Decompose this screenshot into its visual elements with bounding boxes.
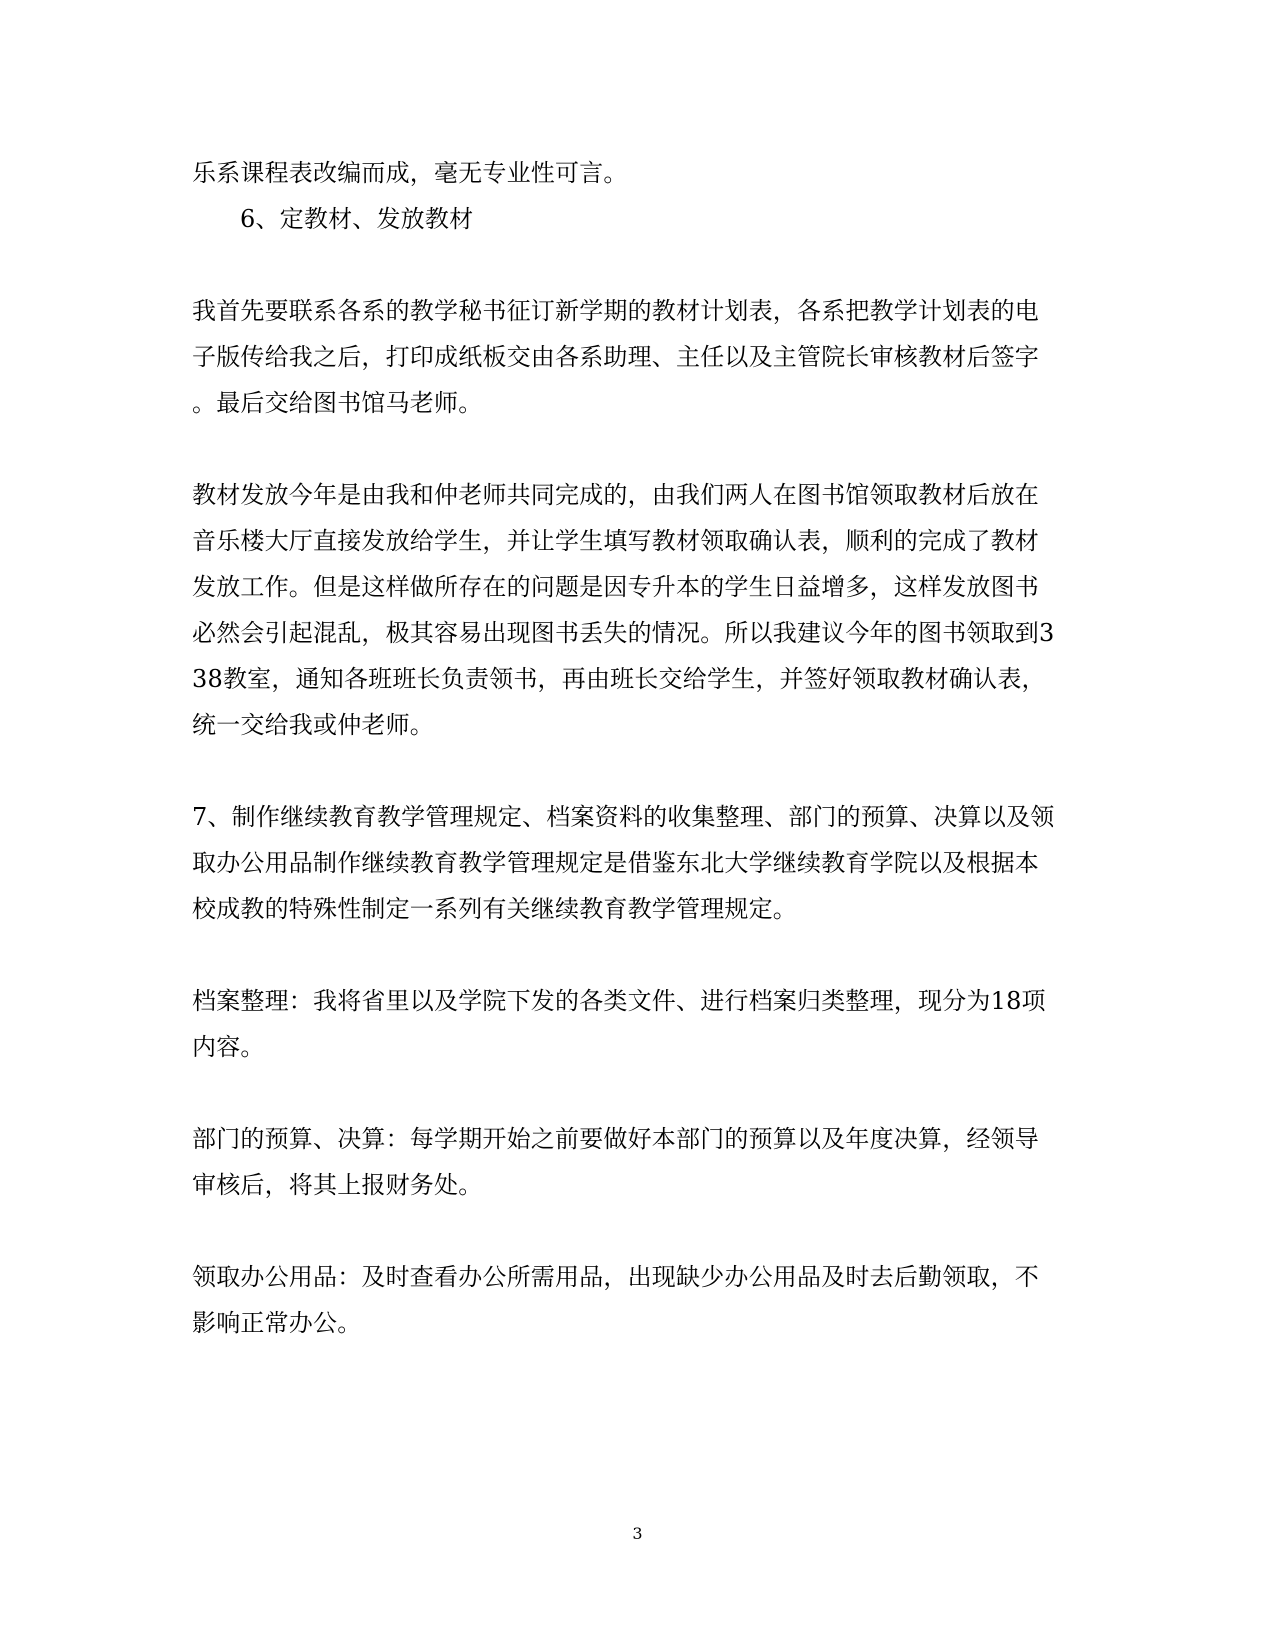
text-line: 取办公用品制作继续教育教学管理规定是借鉴东北大学继续教育学院以及根据本 (192, 849, 1039, 877)
text-line: 部门的预算、决算：每学期开始之前要做好本部门的预算以及年度决算，经领导 (192, 1125, 1039, 1153)
text-line: 统一交给我或仲老师。 (192, 711, 434, 739)
text-line: 。最后交给图书馆马老师。 (192, 389, 483, 417)
text-line: 发放工作。但是这样做所存在的问题是因专升本的学生日益增多，这样发放图书 (192, 573, 1039, 601)
section-heading: 7、制作继续教育教学管理规定、档案资料的收集整理、部门的预算、决算以及领 (192, 803, 1055, 831)
text-line: 教材发放今年是由我和仲老师共同完成的，由我们两人在图书馆领取教材后放在 (192, 481, 1039, 509)
text-line: 子版传给我之后，打印成纸板交由各系助理、主任以及主管院长审核教材后签字 (192, 343, 1039, 371)
section-heading: 6、定教材、发放教材 (240, 205, 474, 233)
text-line: 领取办公用品：及时查看办公所需用品，出现缺少办公用品及时去后勤领取，不 (192, 1263, 1039, 1291)
text-line: 档案整理：我将省里以及学院下发的各类文件、进行档案归类整理，现分为18项 (192, 987, 1046, 1015)
text-line: 音乐楼大厅直接发放给学生，并让学生填写教材领取确认表，顺利的完成了教材 (192, 527, 1039, 555)
text-line: 我首先要联系各系的教学秘书征订新学期的教材计划表，各系把教学计划表的电 (192, 297, 1039, 325)
page-number: 3 (632, 1524, 643, 1543)
text-line: 审核后，将其上报财务处。 (192, 1171, 483, 1199)
text-line: 38教室，通知各班班长负责领书，再由班长交给学生，并签好领取教材确认表， (192, 665, 1046, 693)
text-line: 校成教的特殊性制定一系列有关继续教育教学管理规定。 (192, 895, 797, 923)
text-line: 乐系课程表改编而成，毫无专业性可言。 (192, 159, 628, 187)
text-line: 影响正常办公。 (192, 1309, 362, 1337)
text-line: 必然会引起混乱，极其容易出现图书丢失的情况。所以我建议今年的图书领取到3 (192, 619, 1055, 647)
text-line: 内容。 (192, 1033, 265, 1061)
